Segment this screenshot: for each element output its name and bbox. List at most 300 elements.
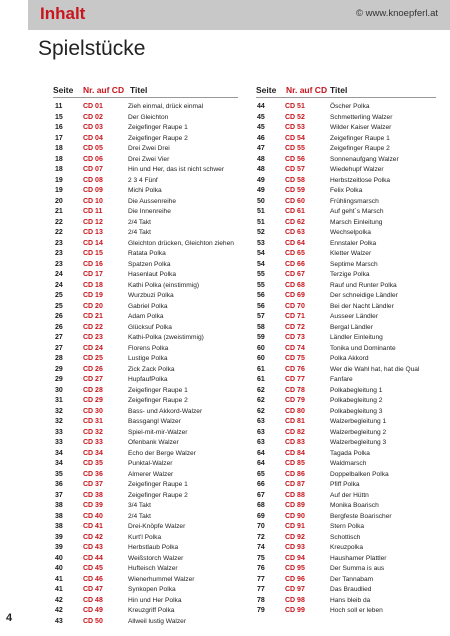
table-row <box>55 281 240 292</box>
page-number-cell: 55 <box>257 281 265 289</box>
table-row <box>257 260 442 271</box>
page-number-cell: 35 <box>55 470 63 478</box>
table-row <box>55 165 240 176</box>
page-number-cell: 78 <box>257 596 265 604</box>
cd-number-cell: CD 01 <box>83 103 103 110</box>
page-number-cell: 25 <box>55 302 63 310</box>
page-number-cell: 18 <box>55 166 63 173</box>
page-number-cell: 34 <box>55 449 63 457</box>
title-cell: 2/4 Takt <box>128 229 151 236</box>
table-row <box>257 123 442 134</box>
title-cell: Die Innenreihe <box>128 208 171 215</box>
page-number-cell: 48 <box>257 155 265 163</box>
cd-number-cell: CD 29 <box>83 397 103 404</box>
page-number-cell: 41 <box>55 586 63 593</box>
cd-number-cell: CD 62 <box>285 218 305 226</box>
cd-number-cell: CD 17 <box>83 271 103 278</box>
title-cell: Terzige Polka <box>330 271 370 278</box>
cd-number-cell: CD 39 <box>83 502 103 509</box>
title-cell: Wer die Wahl hat, hat die Qual <box>330 365 420 373</box>
cd-number-cell: CD 27 <box>83 376 103 383</box>
page-number-cell: 50 <box>257 197 265 205</box>
title-cell: Der Tannabam <box>330 575 374 583</box>
table-row <box>257 186 442 197</box>
page-number-cell: 69 <box>257 512 265 520</box>
page-number-cell: 28 <box>55 355 63 362</box>
title-cell: Bassgangl Walzer <box>128 418 181 425</box>
cd-number-cell: CD 67 <box>285 271 305 278</box>
page-number-cell: 27 <box>55 344 63 352</box>
cd-number-cell: CD 15 <box>83 250 103 257</box>
page-number-cell: 45 <box>257 113 265 121</box>
table-row <box>55 375 240 386</box>
title-cell: Herbstlaub Polka <box>128 544 179 551</box>
cd-number-cell: CD 13 <box>83 229 103 236</box>
title-cell: Kletter Walzer <box>330 250 372 257</box>
cd-number-cell: CD 84 <box>285 449 305 457</box>
table-row <box>257 354 442 365</box>
cd-number-cell: CD 22 <box>83 323 103 331</box>
table-row <box>257 218 442 229</box>
cd-number-cell: CD 80 <box>285 407 305 415</box>
page-number-cell: 76 <box>257 565 265 572</box>
cd-number-cell: CD 41 <box>83 523 103 530</box>
cd-number-cell: CD 16 <box>83 260 103 268</box>
right-table <box>257 102 442 617</box>
cd-number-cell: CD 48 <box>83 596 103 604</box>
page-number-cell: 63 <box>257 439 265 446</box>
title-cell: Walzerbegleitung 3 <box>330 439 387 446</box>
page-number-cell: 70 <box>257 523 265 530</box>
page-number-cell: 63 <box>257 428 265 436</box>
title-cell: HupfaufPolka <box>128 376 168 383</box>
title-cell: Ausseer Ländler <box>330 313 379 320</box>
title-cell: Weißstorch Walzer <box>128 554 184 562</box>
title-cell: Hin und Her, das ist nicht schwer <box>128 166 225 173</box>
cd-number-cell: CD 91 <box>285 523 305 530</box>
table-row <box>257 606 442 617</box>
title-cell: Auf geht´s Marsch <box>330 208 384 215</box>
cd-number-cell: CD 88 <box>285 491 305 499</box>
cd-number-cell: CD 81 <box>285 418 305 425</box>
left-col-head-titel: Titel <box>130 85 148 95</box>
title-cell: Der schneidige Ländler <box>330 292 398 299</box>
cd-number-cell: CD 54 <box>285 134 305 142</box>
page-number-cell: 49 <box>257 176 265 184</box>
page-number-cell: 40 <box>55 565 63 572</box>
page-number-cell: 52 <box>257 229 265 236</box>
cd-number-cell: CD 25 <box>83 355 103 362</box>
table-row <box>55 617 240 628</box>
page-number-cell: 25 <box>55 292 63 299</box>
title-cell: Wiedehupf Walzer <box>330 166 384 173</box>
title-cell: Spatzen Polka <box>128 260 171 268</box>
table-row <box>55 459 240 470</box>
page-number-cell: 23 <box>55 239 63 247</box>
page-number-cell: 33 <box>55 428 63 436</box>
page-number-cell: 18 <box>55 155 63 163</box>
title-cell: Felix Polka <box>330 187 363 194</box>
title-cell: Almerer Walzer <box>128 470 174 478</box>
table-row <box>257 281 442 292</box>
page-number-cell: 29 <box>55 376 63 383</box>
title-cell: Drei Zwei Vier <box>128 155 170 163</box>
cd-number-cell: CD 72 <box>285 323 305 331</box>
title-cell: Ennstaler Polka <box>330 239 377 247</box>
page-number-cell: 64 <box>257 460 265 467</box>
table-row <box>257 165 442 176</box>
cd-number-cell: CD 14 <box>83 239 103 247</box>
table-row <box>257 207 442 218</box>
table-row <box>55 512 240 523</box>
table-row <box>55 155 240 166</box>
cd-number-cell: CD 05 <box>83 145 103 152</box>
table-row <box>257 501 442 512</box>
cd-number-cell: CD 95 <box>285 565 305 572</box>
page-number-cell: 34 <box>55 460 63 467</box>
cd-number-cell: CD 55 <box>285 145 305 152</box>
cd-number-cell: CD 92 <box>285 533 305 541</box>
title-cell: Bergfeste Boarischer <box>330 512 392 520</box>
page-number-cell: 77 <box>257 575 265 583</box>
cd-number-cell: CD 78 <box>285 386 305 394</box>
title-cell: Kathi-Polka (zweistimmig) <box>128 334 204 341</box>
cd-number-cell: CD 59 <box>285 187 305 194</box>
title-cell: 2/4 Takt <box>128 512 151 520</box>
table-row <box>55 260 240 271</box>
page-number-cell: 39 <box>55 533 63 541</box>
table-row <box>257 134 442 145</box>
table-row <box>257 323 442 334</box>
cd-number-cell: CD 28 <box>83 386 103 394</box>
cd-number-cell: CD 02 <box>83 113 103 121</box>
page-number-cell: 18 <box>55 145 63 152</box>
cd-number-cell: CD 06 <box>83 155 103 163</box>
cd-number-cell: CD 12 <box>83 218 103 226</box>
table-row <box>55 386 240 397</box>
page-number-cell: 61 <box>257 376 265 383</box>
title-cell: Kreuzpolka <box>330 544 363 551</box>
cd-number-cell: CD 98 <box>285 596 305 604</box>
table-row <box>257 554 442 565</box>
page-number-cell: 77 <box>257 586 265 593</box>
cd-number-cell: CD 37 <box>83 481 103 488</box>
cd-number-cell: CD 52 <box>285 113 305 121</box>
page-number-cell: 43 <box>55 617 63 625</box>
table-row <box>55 585 240 596</box>
table-row <box>257 176 442 187</box>
cd-number-cell: CD 90 <box>285 512 305 520</box>
title-cell: Der Gleichton <box>128 113 169 121</box>
cd-number-cell: CD 70 <box>285 302 305 310</box>
page-number-cell: 42 <box>55 596 63 604</box>
table-row <box>257 333 442 344</box>
page-number-cell: 75 <box>257 554 265 562</box>
table-row <box>257 144 442 155</box>
right-divider <box>256 97 436 98</box>
title-cell: Zeigefinger Raupe 2 <box>330 145 390 152</box>
title-cell: Zeigefinger Raupe 1 <box>128 386 188 394</box>
page-number-cell: 33 <box>55 439 63 446</box>
right-col-head-seite: Seite <box>256 85 277 95</box>
table-row <box>257 155 442 166</box>
table-row <box>55 522 240 533</box>
title-cell: Zeigefinger Raupe 1 <box>128 481 188 488</box>
title-cell: Der Summa is aus <box>330 565 385 572</box>
cd-number-cell: CD 56 <box>285 155 305 163</box>
title-cell: Zeigefinger Raupe 2 <box>128 397 188 404</box>
cd-number-cell: CD 75 <box>285 355 305 362</box>
table-row <box>55 470 240 481</box>
table-row <box>55 533 240 544</box>
page-number-cell: 44 <box>257 103 265 110</box>
table-row <box>257 270 442 281</box>
title-cell: Polkabegleitung 1 <box>330 386 383 394</box>
cd-number-cell: CD 53 <box>285 124 305 131</box>
title-cell: Tonika und Dominante <box>330 344 396 352</box>
title-cell: Drei-Knöpfe Walzer <box>128 523 186 530</box>
table-row <box>55 575 240 586</box>
cd-number-cell: CD 19 <box>83 292 103 299</box>
title-cell: 3/4 Takt <box>128 502 151 509</box>
cd-number-cell: CD 63 <box>285 229 305 236</box>
page-number-cell: 59 <box>257 334 265 341</box>
table-row <box>55 396 240 407</box>
table-row <box>55 417 240 428</box>
title-cell: Waldmarsch <box>330 460 367 467</box>
left-table <box>55 102 240 627</box>
table-row <box>257 522 442 533</box>
title-cell: Walzerbegleitung 2 <box>330 428 387 436</box>
title-cell: Ländler Einleitung <box>330 334 383 341</box>
cd-number-cell: CD 30 <box>83 407 103 415</box>
cd-number-cell: CD 87 <box>285 481 305 488</box>
title-cell: Sonnenaufgang Walzer <box>330 155 399 163</box>
title-cell: Wurzbuzi Polka <box>128 292 174 299</box>
cd-number-cell: CD 85 <box>285 460 305 467</box>
cd-number-cell: CD 68 <box>285 281 305 289</box>
cd-number-cell: CD 07 <box>83 166 103 173</box>
cd-number-cell: CD 46 <box>83 575 103 583</box>
page-number-cell: 54 <box>257 250 265 257</box>
cd-number-cell: CD 61 <box>285 208 305 215</box>
table-row <box>257 491 442 502</box>
table-row <box>55 144 240 155</box>
title-cell: 2 3 4 Fünf <box>128 176 158 184</box>
table-row <box>257 585 442 596</box>
page-number-cell: 17 <box>55 134 63 142</box>
page-number-cell: 46 <box>257 134 265 142</box>
title-cell: Bei der Nacht Ländler <box>330 302 394 310</box>
title-cell: Synkopen Polka <box>128 586 176 593</box>
left-col-head-cd: Nr. auf CD <box>83 85 125 95</box>
cd-number-cell: CD 23 <box>83 334 103 341</box>
title-cell: Pfiff Polka <box>330 481 360 488</box>
table-row <box>55 428 240 439</box>
cd-number-cell: CD 89 <box>285 502 305 509</box>
title-cell: Das Braudlied <box>330 586 372 593</box>
title-cell: Echo der Berge Walzer <box>128 449 196 457</box>
page-number-cell: 36 <box>55 481 63 488</box>
page-number-cell: 55 <box>257 271 265 278</box>
table-row <box>55 554 240 565</box>
title-cell: Glücksuf Polka <box>128 323 172 331</box>
table-row <box>55 354 240 365</box>
cd-number-cell: CD 34 <box>83 449 103 457</box>
table-row <box>55 365 240 376</box>
page-number-cell: 62 <box>257 386 265 394</box>
table-row <box>55 480 240 491</box>
table-row <box>257 512 442 523</box>
page-number-cell: 32 <box>55 418 63 425</box>
page-number-cell: 19 <box>55 176 63 184</box>
table-row <box>257 239 442 250</box>
title-cell: Zick Zack Polka <box>128 365 175 373</box>
title-cell: Zeigefinger Raupe 2 <box>128 134 188 142</box>
title-cell: Polkabegleitung 2 <box>330 397 383 404</box>
table-row <box>55 102 240 113</box>
cd-number-cell: CD 60 <box>285 197 305 205</box>
title-cell: Schottisch <box>330 533 361 541</box>
page-number-cell: 27 <box>55 334 63 341</box>
page-number-cell: 66 <box>257 481 265 488</box>
cd-number-cell: CD 51 <box>285 103 305 110</box>
page-number-cell: 54 <box>257 260 265 268</box>
title-cell: Bergal Ländler <box>330 323 373 331</box>
title-cell: Hufteisch Walzer <box>128 565 178 572</box>
page-number-cell: 63 <box>257 418 265 425</box>
table-row <box>55 291 240 302</box>
page-number-cell: 74 <box>257 544 265 551</box>
table-row <box>257 302 442 313</box>
cd-number-cell: CD 97 <box>285 586 305 593</box>
cd-number-cell: CD 64 <box>285 239 305 247</box>
title-cell: Wienerhummel Walzer <box>128 575 195 583</box>
cd-number-cell: CD 38 <box>83 491 103 499</box>
table-row <box>55 438 240 449</box>
title-cell: Herbstzeitlose Polka <box>330 176 391 184</box>
title-cell: Kreuzgriff Polka <box>128 607 175 614</box>
table-row <box>55 333 240 344</box>
table-row <box>55 312 240 323</box>
cd-number-cell: CD 24 <box>83 344 103 352</box>
title-cell: Haushamer Plattler <box>330 554 387 562</box>
cd-number-cell: CD 18 <box>83 281 103 289</box>
cd-number-cell: CD 83 <box>285 439 305 446</box>
page-number-cell: 40 <box>55 554 63 562</box>
table-row <box>257 533 442 544</box>
title-cell: Tagada Polka <box>330 449 370 457</box>
table-row <box>55 134 240 145</box>
page-number-cell: 79 <box>257 607 265 614</box>
table-row <box>257 396 442 407</box>
title-cell: Bass- und Akkord-Walzer <box>128 407 203 415</box>
table-row <box>55 113 240 124</box>
page-number-cell: 56 <box>257 292 265 299</box>
cd-number-cell: CD 49 <box>83 607 103 614</box>
cd-number-cell: CD 45 <box>83 565 103 572</box>
page-number-cell: 30 <box>55 386 63 394</box>
header-title: Inhalt <box>40 4 86 23</box>
title-cell: Hoch soll er leben <box>330 607 383 614</box>
page-number-cell: 24 <box>55 271 63 278</box>
right-col-head-titel: Titel <box>330 85 348 95</box>
table-row <box>257 575 442 586</box>
title-cell: Doppelbalken Polka <box>330 470 389 478</box>
table-row <box>55 501 240 512</box>
page-number-cell: 47 <box>257 145 265 152</box>
title-cell: Septime Marsch <box>330 260 378 268</box>
table-row <box>55 596 240 607</box>
cd-number-cell: CD 77 <box>285 376 305 383</box>
title-cell: Allweil lustig Walzer <box>128 617 187 625</box>
cd-number-cell: CD 26 <box>83 365 103 373</box>
table-row <box>257 312 442 323</box>
table-row <box>55 228 240 239</box>
title-cell: Ofenbank Walzer <box>128 439 179 446</box>
title-cell: Die Aussenreihe <box>128 197 177 205</box>
cd-number-cell: CD 79 <box>285 397 305 404</box>
title-cell: Wilder Kaiser Walzer <box>330 124 392 131</box>
table-row <box>257 543 442 554</box>
title-cell: Zieh einmal, drück einmal <box>128 103 204 110</box>
page-number-cell: 26 <box>55 313 63 320</box>
table-row <box>55 239 240 250</box>
page-number-cell: 20 <box>55 197 63 205</box>
cd-number-cell: CD 58 <box>285 176 305 184</box>
cd-number-cell: CD 99 <box>285 607 305 614</box>
cd-number-cell: CD 50 <box>83 617 103 625</box>
table-row <box>55 564 240 575</box>
page-number-cell: 62 <box>257 407 265 415</box>
cd-number-cell: CD 09 <box>83 187 103 194</box>
table-row <box>257 102 442 113</box>
title-cell: Zeigefinger Raupe 1 <box>128 124 188 131</box>
page-number-cell: 48 <box>257 166 265 173</box>
page-number-cell: 51 <box>257 208 265 215</box>
table-row <box>55 543 240 554</box>
page-number-cell: 58 <box>257 323 265 331</box>
page-number-cell: 37 <box>55 491 63 499</box>
table-row <box>257 480 442 491</box>
page-number-cell: 51 <box>257 218 265 226</box>
page-number-cell: 22 <box>55 218 63 226</box>
cd-number-cell: CD 74 <box>285 344 305 352</box>
page-number-cell: 23 <box>55 250 63 257</box>
table-row <box>55 176 240 187</box>
title-cell: Frühlingsmarsch <box>330 197 379 205</box>
table-row <box>55 186 240 197</box>
table-row <box>55 302 240 313</box>
table-row <box>257 228 442 239</box>
title-cell: Kathi Polka (einstimmig) <box>128 281 200 289</box>
table-row <box>55 270 240 281</box>
cd-number-cell: CD 04 <box>83 134 103 142</box>
title-cell: Wechselpolka <box>330 229 371 236</box>
title-cell: Polka Akkord <box>330 355 369 362</box>
page-number-cell: 38 <box>55 502 63 509</box>
page-number: 4 <box>6 612 13 624</box>
page-number-cell: 53 <box>257 239 265 247</box>
table-row <box>55 207 240 218</box>
cd-number-cell: CD 43 <box>83 544 103 551</box>
table-row <box>257 113 442 124</box>
title-cell: Rauf und Runter Polka <box>330 281 397 289</box>
cd-number-cell: CD 11 <box>83 208 103 215</box>
page-number-cell: 56 <box>257 302 265 310</box>
page-number-cell: 23 <box>55 260 63 268</box>
table-row <box>257 344 442 355</box>
